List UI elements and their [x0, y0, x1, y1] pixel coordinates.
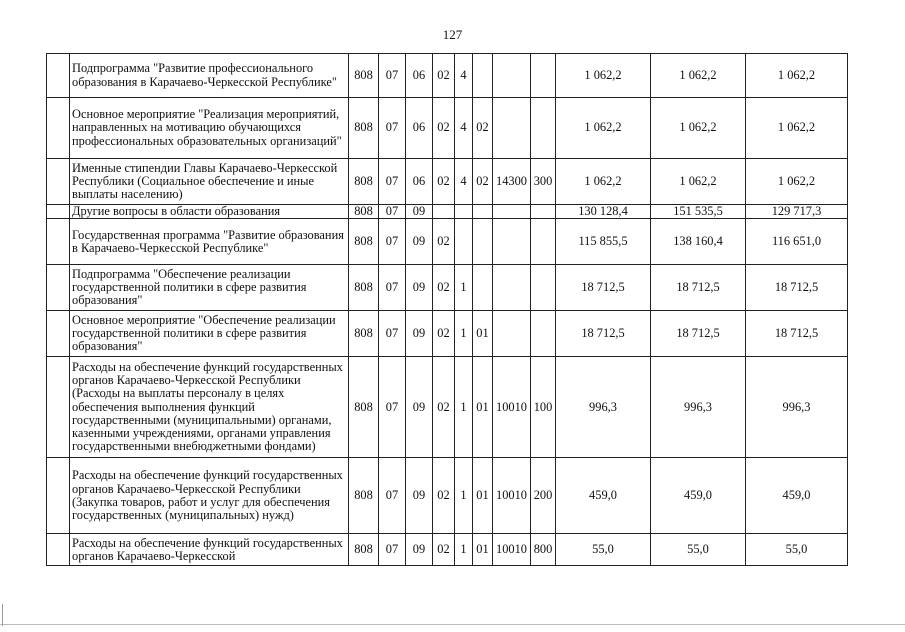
value-year-1: 18 712,5 — [556, 265, 651, 311]
value-year-3: 18 712,5 — [746, 311, 848, 357]
admin-code: 808 — [349, 357, 379, 458]
expense-type-code: 800 — [531, 534, 556, 566]
subsection-code: 09 — [406, 205, 433, 219]
section-code: 07 — [379, 265, 406, 311]
row-name: Основное мероприятие "Реализация мероприятий, направленных на мотивацию обучающихся профессиональных образовательных организаций" — [70, 98, 349, 159]
admin-code: 808 — [349, 458, 379, 534]
section-code: 07 — [379, 458, 406, 534]
admin-code: 808 — [349, 54, 379, 98]
section-code: 07 — [379, 205, 406, 219]
admin-code: 808 — [349, 219, 379, 265]
subprogram-code: 1 — [455, 534, 473, 566]
measure-code — [473, 54, 493, 98]
subsection-code: 09 — [406, 458, 433, 534]
measure-code: 01 — [473, 534, 493, 566]
page-number: 127 — [442, 27, 463, 42]
direction-code — [493, 265, 531, 311]
subprogram-code: 1 — [455, 357, 473, 458]
subprogram-code: 1 — [455, 458, 473, 534]
value-year-3: 459,0 — [746, 458, 848, 534]
value-year-2: 151 535,5 — [651, 205, 746, 219]
value-year-1: 1 062,2 — [556, 98, 651, 159]
row-margin-cell — [47, 357, 70, 458]
measure-code — [473, 219, 493, 265]
table-row — [47, 458, 848, 534]
section-code: 07 — [379, 534, 406, 566]
table-row — [47, 54, 848, 98]
row-name: Другие вопросы в области образования — [70, 205, 349, 219]
measure-code: 02 — [473, 159, 493, 205]
value-year-1: 1 062,2 — [556, 159, 651, 205]
subprogram-code: 1 — [455, 311, 473, 357]
value-year-1: 130 128,4 — [556, 205, 651, 219]
row-margin-cell — [47, 159, 70, 205]
subprogram-code: 4 — [455, 98, 473, 159]
direction-code: 10010 — [493, 534, 531, 566]
row-margin-cell — [47, 311, 70, 357]
program-code: 02 — [433, 98, 455, 159]
value-year-2: 1 062,2 — [651, 98, 746, 159]
table-row — [47, 159, 848, 205]
value-year-2: 1 062,2 — [651, 159, 746, 205]
row-margin-cell — [47, 219, 70, 265]
value-year-3: 18 712,5 — [746, 265, 848, 311]
expense-type-code: 100 — [531, 357, 556, 458]
subsection-code: 09 — [406, 219, 433, 265]
row-name: Расходы на обеспечение функций государственных органов Карачаево-Черкесской Республики (Закупка товаров, работ и услуг для обеспечения государственных (муниципальных) нужд) — [70, 458, 349, 534]
expense-type-code: 200 — [531, 458, 556, 534]
value-year-3: 1 062,2 — [746, 54, 848, 98]
row-margin-cell — [47, 458, 70, 534]
value-year-2: 55,0 — [651, 534, 746, 566]
program-code: 02 — [433, 54, 455, 98]
value-year-2: 18 712,5 — [651, 311, 746, 357]
subsection-code: 06 — [406, 159, 433, 205]
direction-code — [493, 205, 531, 219]
row-name: Расходы на обеспечение функций государственных органов Карачаево-Черкесской — [70, 534, 349, 566]
table-row — [47, 205, 848, 219]
value-year-2: 996,3 — [651, 357, 746, 458]
budget-table — [46, 53, 848, 566]
subsection-code: 09 — [406, 265, 433, 311]
row-name: Расходы на обеспечение функций государственных органов Карачаево-Черкесской Республики (Расходы на выплаты персоналу в целях обеспечения выполнения функций государственными (муниципальными) органами, казенными учреждениями, органами управления государственными внебюджетными фондами) — [70, 357, 349, 458]
value-year-3: 1 062,2 — [746, 159, 848, 205]
section-code: 07 — [379, 219, 406, 265]
admin-code: 808 — [349, 159, 379, 205]
table-row — [47, 357, 848, 458]
table-body — [47, 54, 848, 566]
section-code: 07 — [379, 159, 406, 205]
measure-code: 02 — [473, 98, 493, 159]
table-row — [47, 265, 848, 311]
expense-type-code — [531, 219, 556, 265]
section-code: 07 — [379, 98, 406, 159]
value-year-3: 116 651,0 — [746, 219, 848, 265]
row-name: Подпрограмма "Развитие профессионального образования в Карачаево-Черкесской Республике" — [70, 54, 349, 98]
table-row — [47, 534, 848, 566]
section-code: 07 — [379, 357, 406, 458]
value-year-1: 996,3 — [556, 357, 651, 458]
program-code: 02 — [433, 311, 455, 357]
program-code — [433, 205, 455, 219]
direction-code — [493, 219, 531, 265]
row-name: Основное мероприятие "Обеспечение реализации государственной политики в сфере развития образования" — [70, 311, 349, 357]
value-year-2: 138 160,4 — [651, 219, 746, 265]
value-year-1: 115 855,5 — [556, 219, 651, 265]
value-year-2: 459,0 — [651, 458, 746, 534]
subsection-code: 09 — [406, 311, 433, 357]
subprogram-code: 4 — [455, 54, 473, 98]
program-code: 02 — [433, 159, 455, 205]
measure-code: 01 — [473, 311, 493, 357]
subprogram-code: 1 — [455, 265, 473, 311]
program-code: 02 — [433, 219, 455, 265]
subprogram-code — [455, 219, 473, 265]
expense-type-code — [531, 54, 556, 98]
measure-code: 01 — [473, 458, 493, 534]
row-name: Государственная программа "Развитие образования в Карачаево-Черкесской Республике" — [70, 219, 349, 265]
row-margin-cell — [47, 534, 70, 566]
measure-code — [473, 205, 493, 219]
subsection-code: 06 — [406, 54, 433, 98]
program-code: 02 — [433, 458, 455, 534]
admin-code: 808 — [349, 311, 379, 357]
table-row — [47, 98, 848, 159]
program-code: 02 — [433, 265, 455, 311]
direction-code — [493, 311, 531, 357]
admin-code: 808 — [349, 205, 379, 219]
program-code: 02 — [433, 534, 455, 566]
section-code: 07 — [379, 54, 406, 98]
direction-code — [493, 98, 531, 159]
value-year-1: 18 712,5 — [556, 311, 651, 357]
expense-type-code — [531, 311, 556, 357]
value-year-1: 459,0 — [556, 458, 651, 534]
value-year-1: 1 062,2 — [556, 54, 651, 98]
subprogram-code — [455, 205, 473, 219]
admin-code: 808 — [349, 265, 379, 311]
expense-type-code: 300 — [531, 159, 556, 205]
subsection-code: 09 — [406, 357, 433, 458]
expense-type-code — [531, 205, 556, 219]
value-year-2: 1 062,2 — [651, 54, 746, 98]
measure-code — [473, 265, 493, 311]
direction-code — [493, 54, 531, 98]
admin-code: 808 — [349, 534, 379, 566]
table-row — [47, 219, 848, 265]
row-margin-cell — [47, 205, 70, 219]
value-year-3: 1 062,2 — [746, 98, 848, 159]
value-year-2: 18 712,5 — [651, 265, 746, 311]
value-year-3: 129 717,3 — [746, 205, 848, 219]
row-margin-cell — [47, 98, 70, 159]
direction-code: 14300 — [493, 159, 531, 205]
value-year-1: 55,0 — [556, 534, 651, 566]
subsection-code: 06 — [406, 98, 433, 159]
direction-code: 10010 — [493, 357, 531, 458]
measure-code: 01 — [473, 357, 493, 458]
scan-edge-mark — [2, 604, 3, 626]
row-margin-cell — [47, 54, 70, 98]
value-year-3: 55,0 — [746, 534, 848, 566]
admin-code: 808 — [349, 98, 379, 159]
section-code: 07 — [379, 311, 406, 357]
direction-code: 10010 — [493, 458, 531, 534]
row-name: Подпрограмма "Обеспечение реализации государственной политики в сфере развития образования" — [70, 265, 349, 311]
value-year-3: 996,3 — [746, 357, 848, 458]
scan-edge-line — [0, 624, 905, 625]
subsection-code: 09 — [406, 534, 433, 566]
row-margin-cell — [47, 265, 70, 311]
program-code: 02 — [433, 357, 455, 458]
expense-type-code — [531, 265, 556, 311]
subprogram-code: 4 — [455, 159, 473, 205]
expense-type-code — [531, 98, 556, 159]
row-name: Именные стипендии Главы Карачаево-Черкесской Республики (Социальное обеспечение и иные выплаты населению) — [70, 159, 349, 205]
table-row — [47, 311, 848, 357]
